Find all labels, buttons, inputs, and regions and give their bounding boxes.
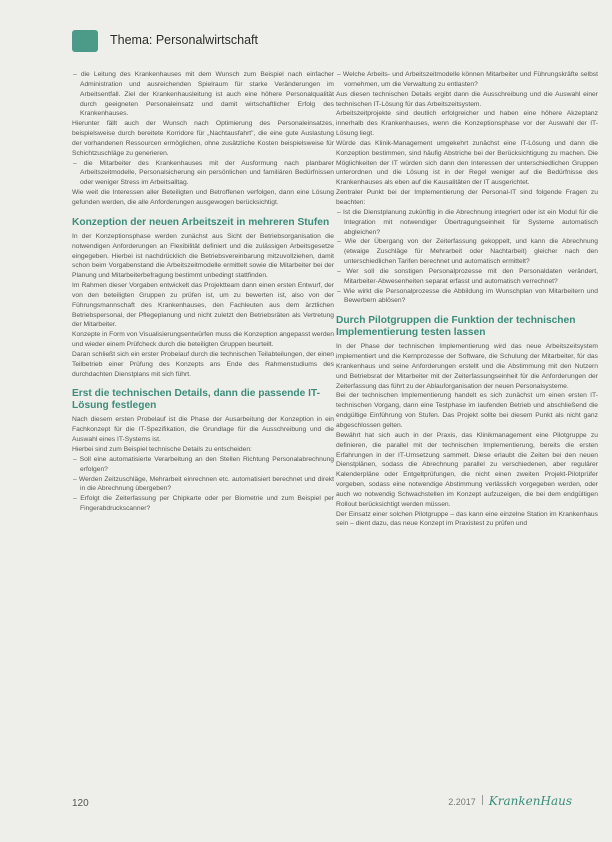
left-body-paragraph: Nach diesem ersten Probelauf ist die Phase der Ausarbeitung der Konzeption in ein Fachkonzept für die IT-Spezifikation, die Grundlage für die Ausschreibung und die Auswahl eines IT-Systems ist. <box>72 416 334 444</box>
left-section-heading: Konzeption der neuen Arbeitszeit in mehreren Stufen <box>72 216 330 228</box>
right-column <box>336 70 598 529</box>
left-section-heading: Erst die technischen Details, dann die passende IT-Lösung festlegen <box>72 388 320 412</box>
left-bullet-paragraph: – die Leitung des Krankenhauses mit dem Wunsch zum Beispiel nach einfacher Administration und ausreichenden Spielraum für starke Veränderungen im Arbeitsentfall. Ziel der Krankenhausleitung ist auch eine höhere Personalqualität durch geeigneten Personaleinsatz und damit wirtschaftlicher Erfolg des Krankenhauses. <box>73 71 334 118</box>
left-body-paragraph: In der Konzeptionsphase werden zunächst aus Sicht der Betriebsorganisation die notwendigen Anforderungen an Flexibilität definiert und die zulässigen Arbeitsgesetze eingegeben. Hierbei ist nachdrücklich die Betriebsvereinbarung mitzuvollziehen, damit schon beim Vorgabenstand die Arbeitszeitmodelle ermittelt sowie die Mitarbeiter bei der Planung und Mitarbeiterbefragung bestimmt unbedingt stattfinden. <box>72 232 334 280</box>
left-body-paragraph: Hierunter fällt auch der Wunsch nach Optimierung des Personaleinsatzes, beispielsweise durch bereitete Korridore für „Nachtausfahrt", die eine gute Auslastung der vorhandenen Ressourcen ermöglichen, ohne zusätzliche Kosten beispielsweise für Schichtzuschläge zu generieren. <box>72 120 334 157</box>
footer-issue-brand <box>448 794 572 808</box>
right-section-heading: Durch Pilotgruppen die Funktion der technischen Implementierung testen lassen <box>336 315 576 339</box>
left-body-paragraph: Daran schließt sich ein erster Probelauf durch die technischen Teilabteilungen, der einen Teilbetrieb einer Prüfung des Konzepts ans Ende des Rahmenstudiums des durchdachten Dienstplans mit sich führt. <box>72 350 334 378</box>
right-body-paragraph: In der Phase der technischen Implementierung wird das neue Arbeitszeitsystem implementiert und die Kernprozesse der Software, die Schulung der Mitarbeiter, für das Krankenhaus und seine Anforderungen erstellt und die Abstimmung mit den Nutzern und Betriebsrat der Mitarbeiter mit der Zeiterfassungseinheit für die Anforderungen der Zeiterfassung das führt zu der Ablauforganisation der neuen Personalsysteme. <box>336 343 598 390</box>
footer-divider <box>482 795 483 805</box>
page-number: 120 <box>72 798 89 809</box>
right-bullet-paragraph: – Wer soll die sonstigen Personalprozesse mit den Personaldaten verändert, Mitarbeiter-Abwesenheiten separat erfasst und automatisch verrechnet? <box>337 267 598 285</box>
right-body-paragraph: Zentraler Punkt bei der Implementierung der Personal-IT sind folgende Fragen zu beachten: <box>336 189 598 206</box>
left-body-paragraph: Im Rahmen dieser Vorgaben entwickelt das Projektteam dann einen ersten Entwurf, der von den beteiligten Gruppen zu prüfen ist, um zu bewerten ist, also von der Führungsmannschaft des Krankenhauses, den Fachleuten aus dem ärztlichen Betriebspersonal, der Pflegeplanung und nicht zuletzt den Betriebsräten als Vertretung der Mitarbeiter. <box>72 282 334 329</box>
right-bullet-paragraph: – Wie wirkt die Personalprozesse die Abbildung im Wunschplan von Mitarbeitern und Bewerbern ablösen? <box>337 287 598 305</box>
left-bullet-paragraph: – die Mitarbeiter des Krankenhauses mit der Ausformung nach planbarer Arbeitszeitmodelle, Personalsicherung ein persönlichen und familiären Bedürfnissen oder weniger Stress im Arbeitsalltag. <box>73 159 334 187</box>
left-body-paragraph: Hierbei sind zum Beispiel technische Details zu entscheiden: <box>72 446 252 453</box>
right-body-paragraph: Arbeitszeitprojekte sind deutlich erfolgreicher und haben eine höhere Akzeptanz innerhalb des Krankenhauses, wenn die Konzeptionsphase vor der Auswahl der IT-Lösung liegt. <box>336 110 598 138</box>
left-body-paragraph: Konzepte in Form von Visualisierungsentwürfen muss die Konzeption angepasst werden und wieder einem Prüfcheck durch die beteiligten Gruppen beurteilt. <box>72 331 334 349</box>
issue-number: 2.2017 <box>448 797 476 807</box>
right-body-paragraph: Würde das Klinik-Management umgekehrt zunächst eine IT-Lösung und dann die Konzeption bestimmen, sind häufig Abstriche bei der Berücksichtigung zu machen. Die Möglichkeiten der IT würden sich dann den Interessen der unterschiedlichen Gruppen unterordnen und die Lösung ist in der Regel weniger auf die Bedürfnisse des Krankenhauses als eben auf die Kausalitäten der IT ausgerichtet. <box>336 139 598 187</box>
left-bullet-paragraph: – Erfolgt die Zeiterfassung per Chipkarte oder per Biometrie und zum Beispiel per Fingerabdruckscanner? <box>73 495 334 513</box>
left-column <box>72 70 334 514</box>
right-bullet-paragraph: – Welche Arbeits- und Arbeitszeitmodelle können Mitarbeiter und Führungskräfte selbst vornehmen, um die Verwaltung zu entlasten? <box>337 71 598 88</box>
right-body-paragraph: Bei der technischen Implementierung handelt es sich zunächst um einen ersten IT-technischen Vorgang, dann eine Testphase im laufenden Betrieb und abschließend die endgültige Einführung von Stufen. Das Projekt sollte bei diesem Punkt als nicht ganz abgeschlossen gelten. <box>336 392 598 429</box>
right-bullet-paragraph: – Wie der Übergang von der Zeiterfassung gekoppelt, und kann die Abrechnung (etwaige Zuschläge für Mehrarbeit oder Nachtarbeit) gleicher nach den unterschiedlichen Tarifen berechnet und automatisch ermittelt? <box>337 238 598 266</box>
left-body-paragraph: Wie weit die Interessen aller Beteiligten und Betroffenen verfolgen, dann eine Lösung gefunden werden, die alle Anforderungen ausgewogen berücksichtigt. <box>72 189 334 206</box>
journal-logo: KrankenHaus <box>488 794 572 808</box>
right-body-paragraph: Der Einsatz einer solchen Pilotgruppe – das kann eine einzelne Station im Krankenhaus sein – dient dazu, das neue Konzept im Praxistest zu prüfen und <box>336 510 598 528</box>
section-topic: Thema: Personalwirtschaft <box>110 33 258 47</box>
right-body-paragraph: Bewährt hat sich auch in der Praxis, das Klinikmanagement eine Pilotgruppe zu definieren, die parallel mit der technischen Implementierung, bereits die ersten Erfahrungen in der IT-Umsetzung sammelt. Diese erlaubt die Zeiten bei den neuen Dienstplänen, sodass die Abrechnung parallel zu verschiedenen, aber regulärer Kalenderpläne oder Entgeltprüfungen, die nicht einen zweiten Projekt-Pilotprüfer vorgeben, sodass eine notwendige Abstimmung verlässlich vorgegeben werden, oder auch wo notwendig Schwachstellen im Konzept aufzuzeigen, die bei dem endgültigen Rollout berücksichtigt werden müssen. <box>336 431 598 508</box>
right-bullet-paragraph: – Ist die Dienstplanung zukünftig in die Abrechnung integriert oder ist ein Modul für die Integration mit notwendiger Übertragungseinheit für Systeme automatisch abgleichen? <box>337 208 598 236</box>
left-bullet-paragraph: – Soll eine automatisierte Verarbeitung an den Stellen Richtung Personalabrechnung erfolgen? <box>73 455 334 473</box>
page-header <box>72 22 596 62</box>
section-tab-marker <box>72 30 98 52</box>
left-bullet-paragraph: – Werden Zeitzuschläge, Mehrarbeit einrechnen etc. automatisiert berechnet und direkt in die Abrechnung übergeben? <box>73 475 334 493</box>
right-body-paragraph: Aus diesen technischen Details ergibt dann die Ausschreibung und die Auswahl einer technischen IT-Lösung für das Arbeitszeitsystem. <box>336 90 598 108</box>
